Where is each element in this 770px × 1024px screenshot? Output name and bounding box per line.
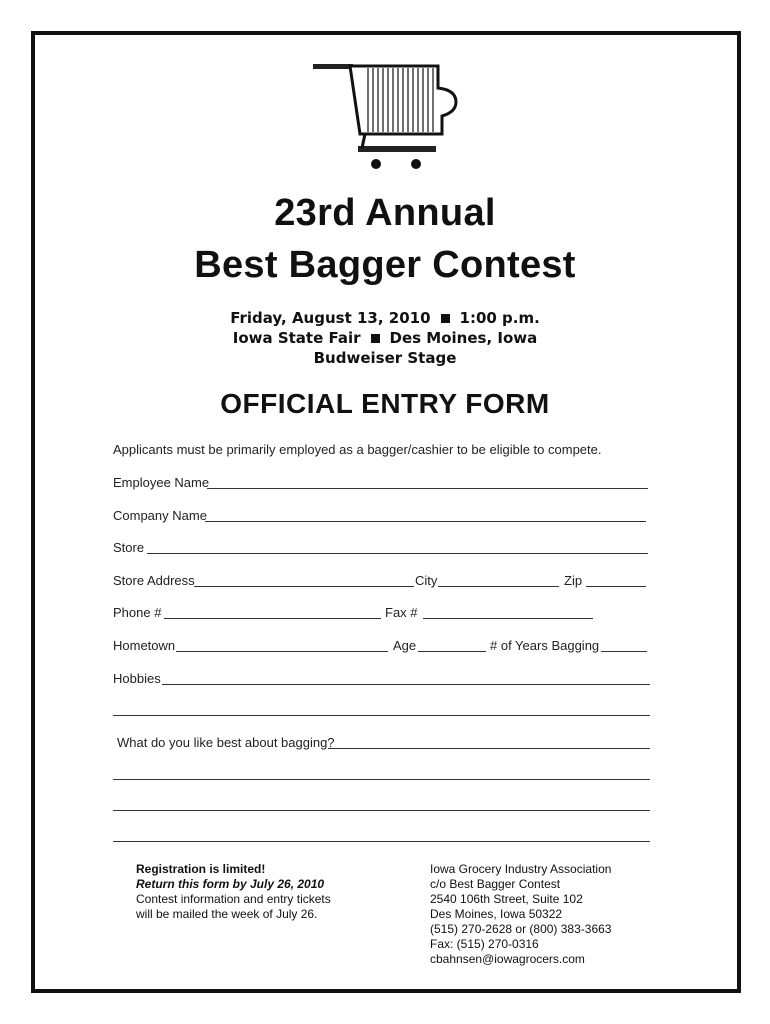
address-city-state: Des Moines, Iowa 50322 — [430, 907, 563, 921]
company-name-label: Company Name — [113, 508, 207, 523]
org-name: Iowa Grocery Industry Association — [430, 862, 612, 876]
like-best-label: What do you like best about bagging? — [117, 735, 335, 750]
event-venue: Iowa State Fair — [232, 329, 361, 347]
employee-name-line[interactable] — [207, 488, 648, 489]
event-location — [0, 328, 770, 348]
hobbies-line-2[interactable] — [113, 715, 650, 716]
hometown-label: Hometown — [113, 638, 176, 653]
event-time: 1:00 p.m. — [459, 309, 540, 327]
footer-address — [430, 862, 611, 967]
like-best-line[interactable] — [328, 748, 650, 749]
like-best-line-3[interactable] — [113, 810, 650, 811]
bullet-square-icon — [371, 334, 380, 343]
zip-label: Zip — [564, 573, 583, 588]
return-deadline: Return this form by July 26, 2010 — [136, 877, 325, 891]
event-city: Des Moines, Iowa — [389, 329, 538, 347]
bullet-square-icon — [441, 314, 450, 323]
address-street: 2540 106th Street, Suite 102 — [430, 892, 583, 906]
registration-limited: Registration is limited! — [136, 862, 266, 876]
address-attn: c/o Best Bagger Contest — [430, 877, 561, 891]
form-title: OFFICIAL ENTRY FORM — [220, 388, 550, 419]
contact-email[interactable]: cbahnsen@iowagrocers.com — [430, 952, 585, 966]
like-best-line-4[interactable] — [113, 841, 650, 842]
store-label: Store — [113, 540, 145, 555]
years-bagging-line[interactable] — [601, 651, 647, 652]
hometown-line[interactable] — [176, 651, 388, 652]
phone-label: Phone # — [113, 605, 162, 620]
age-label: Age — [393, 638, 417, 653]
event-stage: Budweiser Stage — [313, 349, 457, 367]
footer-registration-info — [136, 862, 331, 922]
store-line[interactable] — [147, 553, 648, 554]
shopping-cart-logo-icon — [310, 60, 460, 175]
event-date-time — [0, 308, 770, 328]
fax-number: Fax: (515) 270-0316 — [430, 937, 539, 951]
event-date: Friday, August 13, 2010 — [230, 309, 431, 327]
city-line[interactable] — [438, 586, 559, 587]
age-line[interactable] — [418, 651, 486, 652]
zip-line[interactable] — [586, 586, 646, 587]
title-line-2: Best Bagger Contest — [194, 244, 576, 286]
eligibility-note: Applicants must be primarily employed as a bagger/cashier to be eligible to compete. — [113, 442, 602, 457]
like-best-line-2[interactable] — [113, 779, 650, 780]
title-line-1: 23rd Annual — [274, 192, 496, 234]
ticket-info-line-1: Contest information and entry tickets — [136, 892, 331, 906]
fax-line[interactable] — [423, 618, 593, 619]
phone-line[interactable] — [164, 618, 381, 619]
hobbies-line[interactable] — [162, 684, 650, 685]
years-bagging-label: # of Years Bagging — [490, 638, 600, 653]
company-name-line[interactable] — [205, 521, 646, 522]
store-address-label: Store Address — [113, 573, 195, 588]
fax-label: Fax # — [385, 605, 418, 620]
city-label: City — [415, 573, 438, 588]
phone-numbers: (515) 270-2628 or (800) 383-3663 — [430, 922, 612, 936]
store-address-line[interactable] — [194, 586, 414, 587]
hobbies-label: Hobbies — [113, 671, 161, 686]
ticket-info-line-2: will be mailed the week of July 26. — [136, 907, 318, 921]
employee-name-label: Employee Name — [113, 475, 210, 490]
